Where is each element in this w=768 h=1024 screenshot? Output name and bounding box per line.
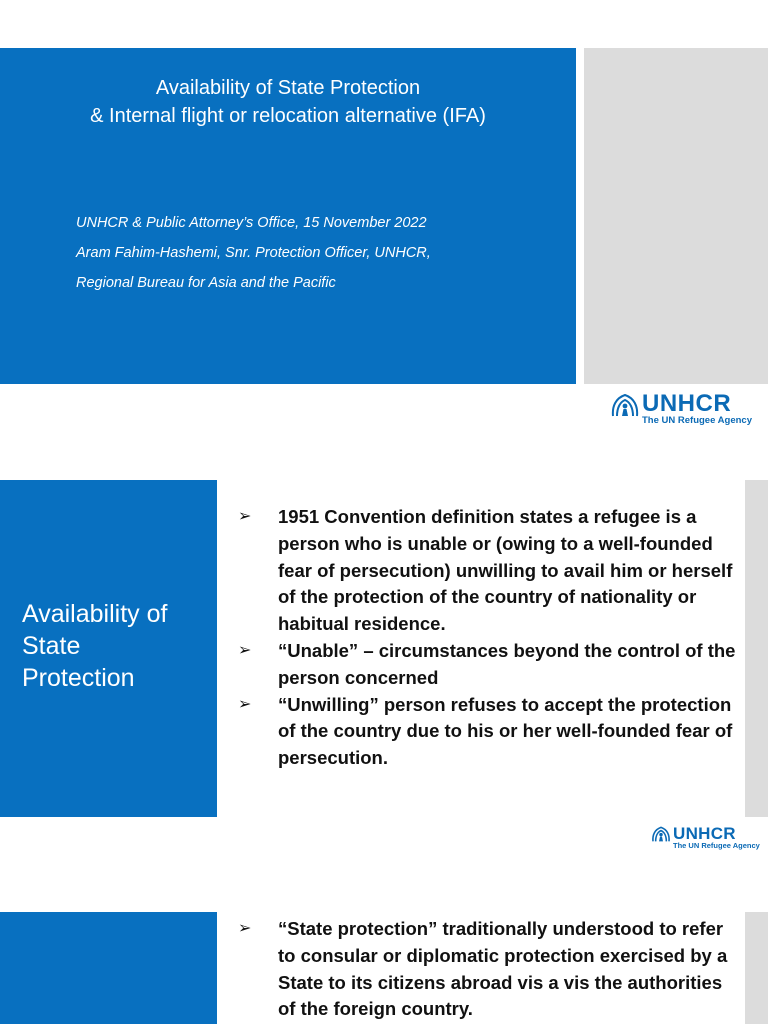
state-protection-definition-slide xyxy=(0,912,768,1024)
bullet-item xyxy=(238,916,738,1023)
section-heading-line3: Protection xyxy=(22,664,135,692)
section-heading-line1: Availability of xyxy=(22,600,168,628)
arrow-bullet-icon: ➢ xyxy=(238,695,252,713)
slide-title-line1: Availability of State Protection xyxy=(155,77,421,99)
grey-side-strip xyxy=(745,912,768,1024)
slide-title-line2: & Internal flight or relocation alternative (IFA) xyxy=(90,105,486,127)
unhcr-emblem-icon xyxy=(651,825,671,843)
grey-side-strip xyxy=(745,480,768,817)
bullet-list xyxy=(238,504,738,772)
bullet-item xyxy=(238,638,738,692)
unhcr-logo xyxy=(610,392,752,426)
section-heading-line2: State xyxy=(22,632,81,660)
bullet-text: 1951 Convention definition states a refugee is a person who is unable or (owing to a well-founded fear of persecution) unwilling to avail him or herself of the protection of the country of nationality or habitual residence. xyxy=(278,506,733,635)
slide-title xyxy=(0,74,576,130)
subtitle-line3: Regional Bureau for Asia and the Pacific xyxy=(76,275,336,291)
grey-side-panel xyxy=(584,48,768,384)
bullet-list xyxy=(238,916,738,1023)
arrow-bullet-icon: ➢ xyxy=(238,508,252,525)
section-heading-panel xyxy=(0,480,217,817)
bullet-text: “Unwilling” person refuses to accept the protection of the country due to his or her well-founded fear of persecution. xyxy=(278,693,733,769)
arrow-bullet-icon: ➢ xyxy=(238,641,252,659)
section-heading-panel xyxy=(0,912,217,1024)
subtitle-line1: UNHCR & Public Attorney’s Office, 15 November 2022 xyxy=(76,215,427,231)
section-heading xyxy=(22,598,212,694)
title-panel xyxy=(0,48,576,384)
subtitle-line2: Aram Fahim-Hashemi, Snr. Protection Officer, UNHCR, xyxy=(76,245,431,261)
title-slide xyxy=(0,48,768,433)
bullet-text: “Unable” – circumstances beyond the control of the person concerned xyxy=(278,639,736,688)
arrow-bullet-icon: ➢ xyxy=(238,920,252,937)
logo-brand: UNHCR xyxy=(642,390,732,417)
logo-tagline: The UN Refugee Agency xyxy=(642,415,752,426)
bullet-item xyxy=(238,692,738,772)
unhcr-logo xyxy=(651,825,760,850)
logo-brand: UNHCR xyxy=(673,824,736,843)
bullet-item xyxy=(238,504,738,638)
state-protection-slide xyxy=(0,480,768,870)
bullet-text: “State protection” traditionally understood to refer to consular or diplomatic protection exercised by a State to its citizens abroad vis a vis the authorities of the foreign country. xyxy=(278,918,728,1020)
logo-tagline: The UN Refugee Agency xyxy=(673,841,760,850)
unhcr-emblem-icon xyxy=(610,392,640,418)
slide-subtitle xyxy=(76,208,431,298)
